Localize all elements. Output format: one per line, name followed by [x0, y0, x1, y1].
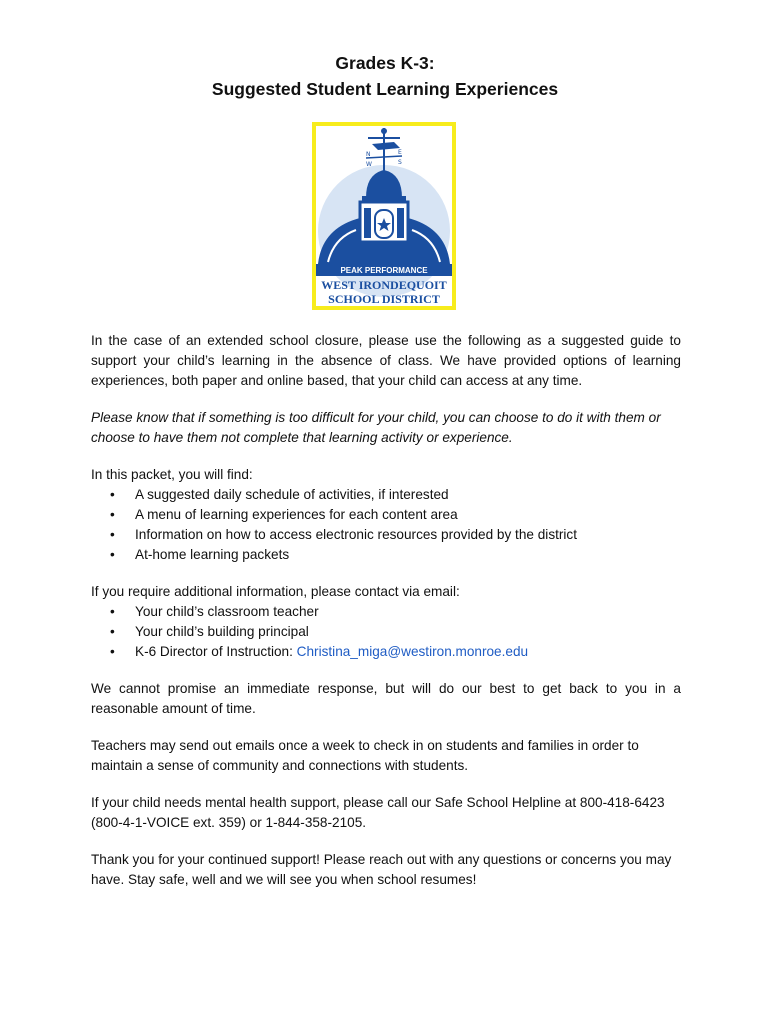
compass-n: N [366, 151, 371, 158]
list-item: • Your child’s building principal [135, 622, 681, 642]
district-logo [312, 122, 456, 310]
packet-list [91, 485, 681, 565]
list-item: • Information on how to access electronic resources provided by the district [135, 525, 681, 545]
helpline-paragraph: If your child needs mental health support, please call our Safe School Helpline at 800-418-6423 (800-4-1-VOICE ext. 359) or 1-844-358-2105. [91, 795, 665, 830]
compass-e: E [398, 149, 402, 156]
page-title [0, 50, 770, 102]
note-paragraph: Please know that if something is too difficult for your child, you can choose to do it with them or choose to have them not complete that learning activity or experience. [91, 410, 661, 445]
list-item: • A menu of learning experiences for each content area [135, 505, 681, 525]
list-item: • At-home learning packets [135, 545, 681, 565]
list-item: • A suggested daily schedule of activities, if interested [135, 485, 681, 505]
packet-heading: In this packet, you will find: [91, 467, 253, 482]
title-line-1: Grades K-3: [335, 53, 435, 73]
letter-body [91, 331, 681, 907]
list-item-director [135, 642, 681, 662]
intro-paragraph: In the case of an extended school closure, please use the following as a suggested guide to support your child’s learning in the absence of class. We have provided options of learning experiences, both paper and online based, that your child can access at any time. [91, 333, 681, 388]
compass-w: W [366, 161, 372, 168]
contact-heading: If you require additional information, please contact via email: [91, 584, 460, 599]
teachers-paragraph: Teachers may send out emails once a week to check in on students and families in order to maintain a sense of community and connections with students. [91, 738, 639, 773]
contact-list [91, 602, 681, 662]
logo-name-line-2: SCHOOL DISTRICT [328, 292, 440, 306]
closing-paragraph: Thank you for your continued support! Please reach out with any questions or concerns you may have. Stay safe, well and we will see you when school resumes! [91, 852, 672, 887]
dome-weathervane-icon [316, 126, 452, 306]
title-line-2: Suggested Student Learning Experiences [211, 79, 559, 99]
logo-banner-text: PEAK PERFORMANCE [340, 266, 428, 275]
logo-name-line-1: WEST IRONDEQUOIT [321, 278, 447, 292]
list-item: • Your child’s classroom teacher [135, 602, 681, 622]
response-paragraph: We cannot promise an immediate response, but will do our best to get back to you in a reasonable amount of time. [91, 681, 681, 716]
director-email-link[interactable]: Christina_miga@westiron.monroe.edu [296, 644, 529, 659]
director-label: K-6 Director of Instruction: [135, 644, 297, 659]
compass-s: S [398, 159, 402, 166]
